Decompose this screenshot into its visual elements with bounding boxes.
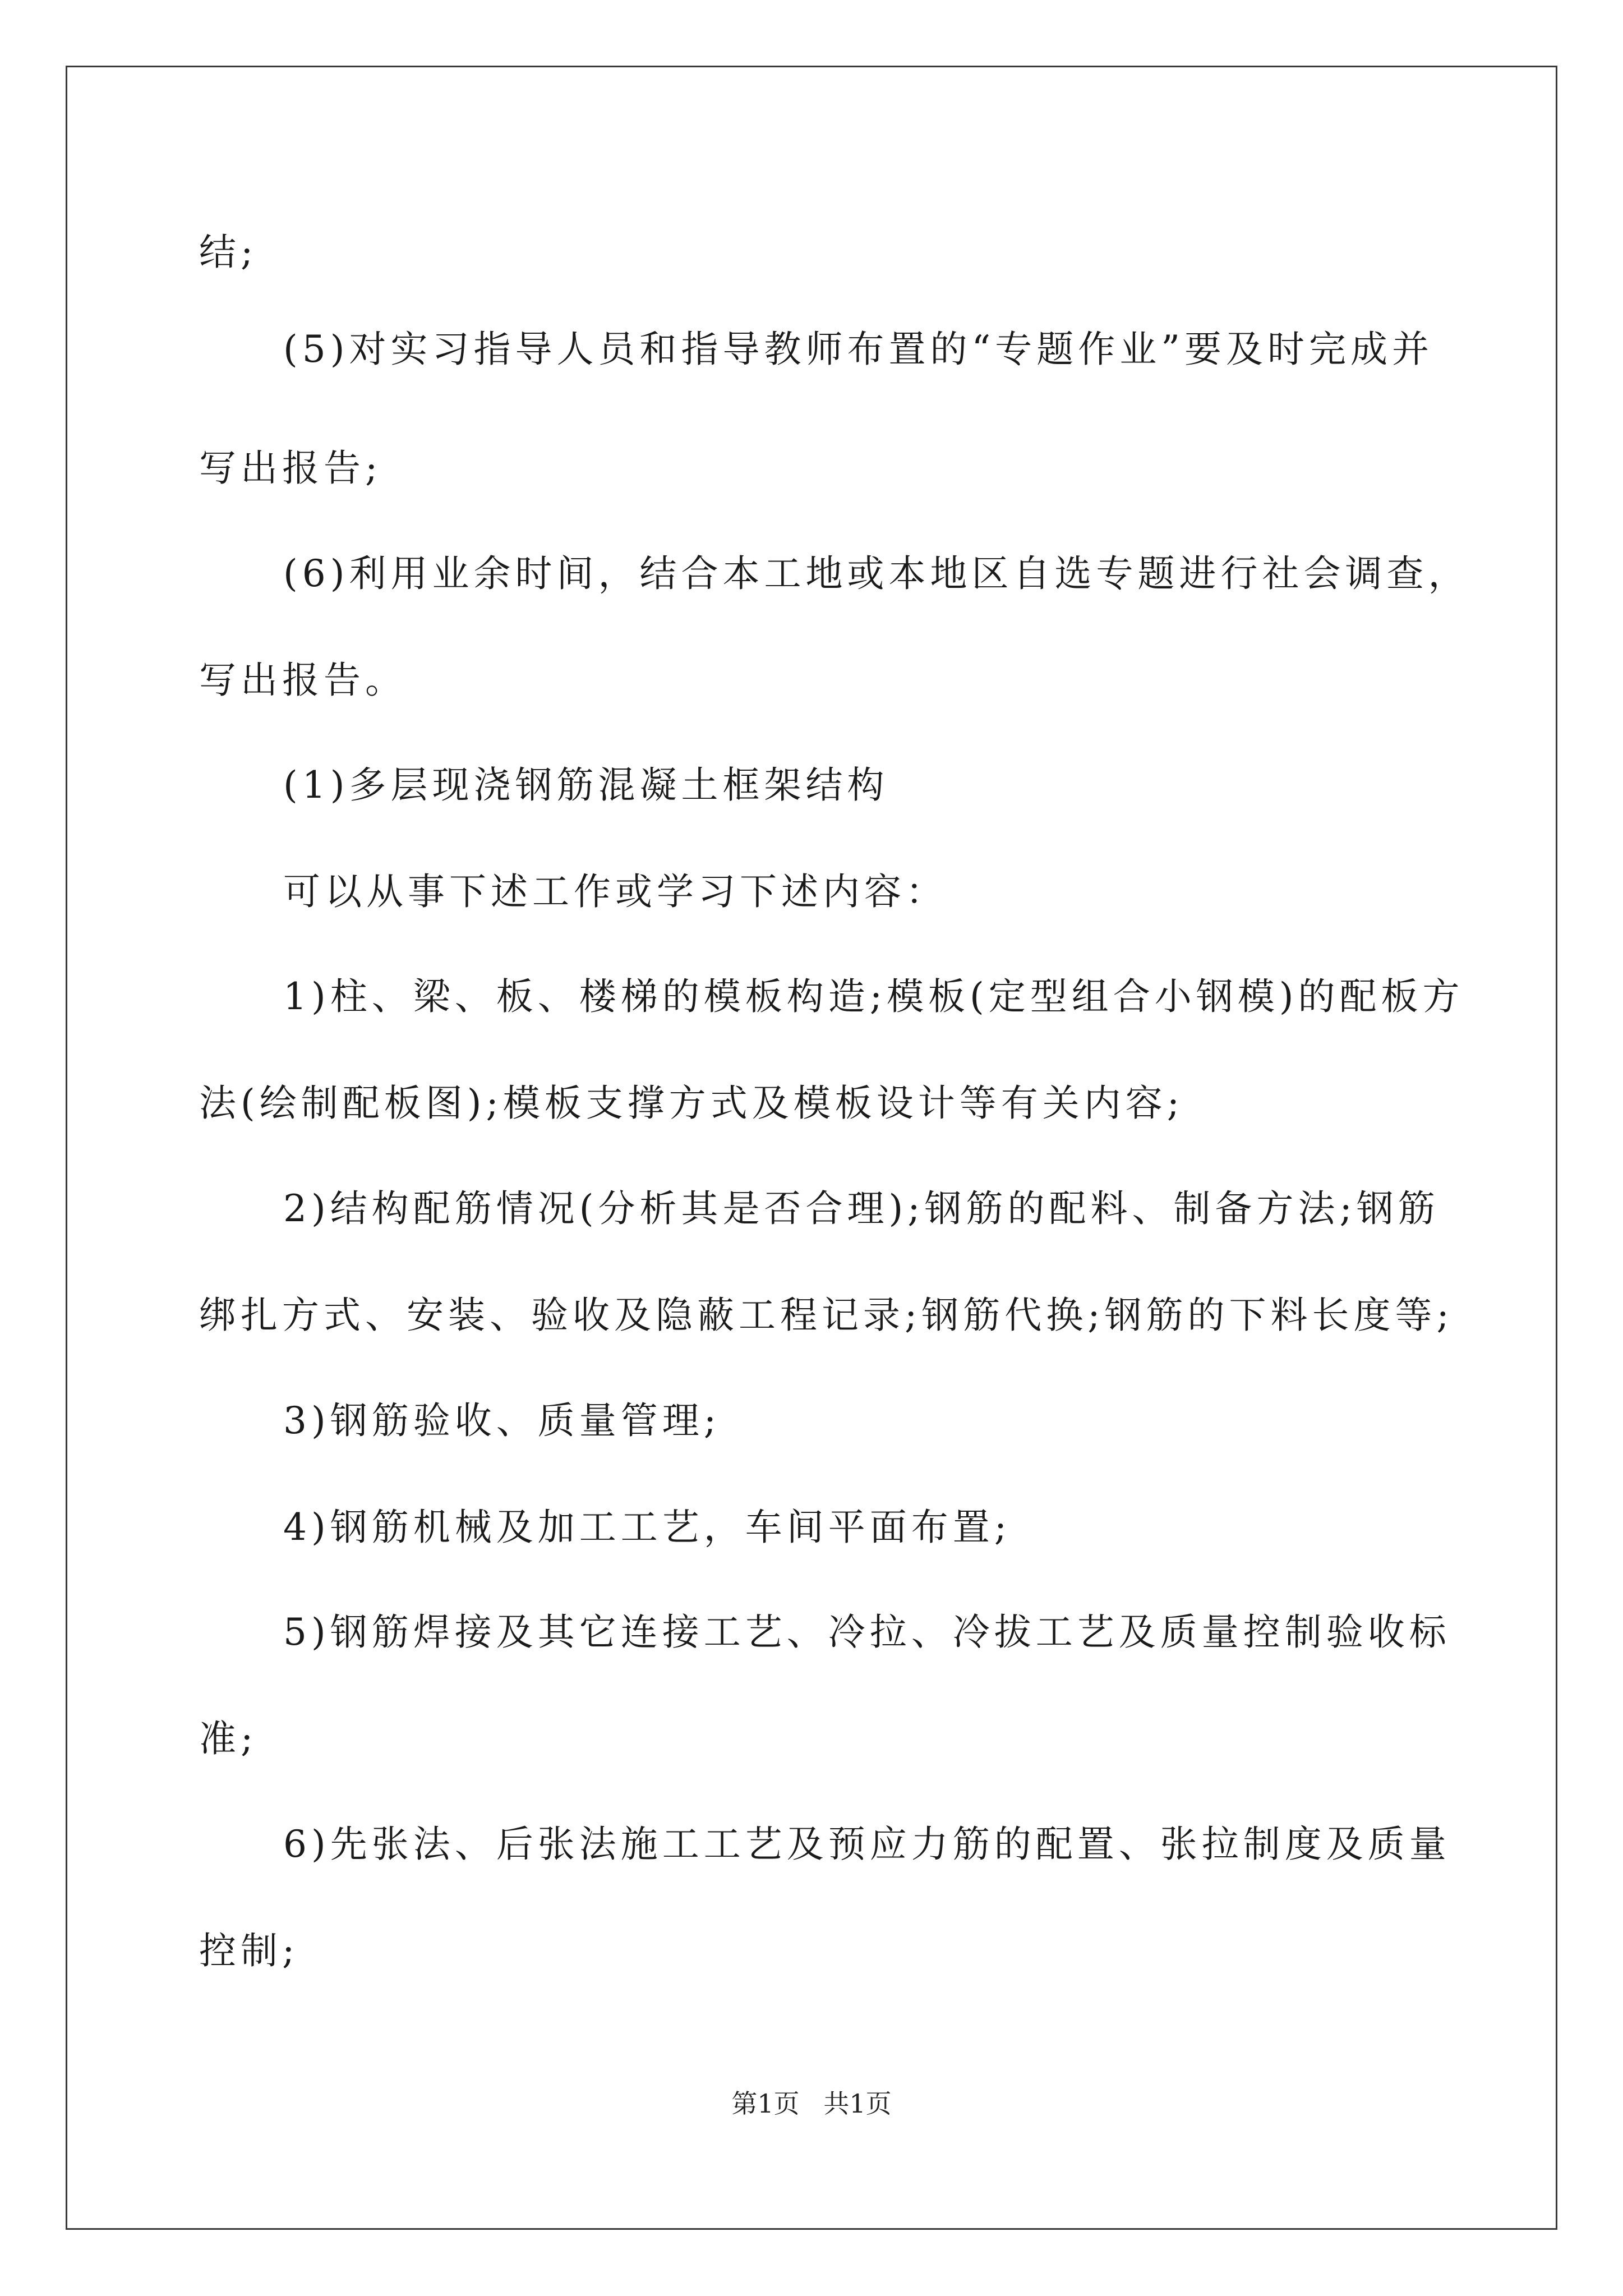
- page-border: [66, 66, 1557, 2230]
- text-line-9: 法(绘制配板图);模板支撑方式及模板设计等有关内容;: [199, 1082, 1184, 1125]
- text-line-3: 写出报告;: [199, 447, 382, 490]
- text-line-8: 1)柱、梁、板、楼梯的模板构造;模板(定型组合小钢模)的配板方: [283, 975, 1464, 1018]
- page-footer: [0, 2087, 1623, 2120]
- total-pages-label: 共1页: [823, 2088, 892, 2119]
- text-line-5: 写出报告。: [199, 659, 407, 702]
- text-line-4: (6)利用业余时间，结合本工地或本地区自选专题进行社会调查，: [283, 552, 1470, 595]
- text-line-14: 5)钢筋焊接及其它连接工艺、冷拉、冷拔工艺及质量控制验收标: [283, 1611, 1451, 1654]
- text-line-15: 准;: [199, 1717, 258, 1760]
- text-line-7: 可以从事下述工作或学习下述内容：: [283, 870, 947, 913]
- text-line-10: 2)结构配筋情况(分析其是否合理);钢筋的配料、制备方法;钢筋: [283, 1187, 1440, 1230]
- text-line-12: 3)钢筋验收、质量管理;: [283, 1399, 721, 1442]
- text-line-1: 结;: [199, 231, 258, 274]
- text-line-6: (1)多层现浇钢筋混凝土框架结构: [283, 763, 889, 807]
- text-line-17: 控制;: [199, 1929, 299, 1972]
- text-line-16: 6)先张法、后张法施工工艺及预应力筋的配置、张拉制度及质量: [283, 1823, 1451, 1866]
- text-line-13: 4)钢筋机械及加工工艺，车间平面布置;: [283, 1506, 1011, 1549]
- page-number-label: 第1页: [731, 2088, 800, 2119]
- text-line-2: (5)对实习指导人员和指导教师布置的“专题作业”要及时完成并: [283, 328, 1433, 371]
- text-line-11: 绑扎方式、安装、验收及隐蔽工程记录;钢筋代换;钢筋的下料长度等;: [199, 1294, 1454, 1337]
